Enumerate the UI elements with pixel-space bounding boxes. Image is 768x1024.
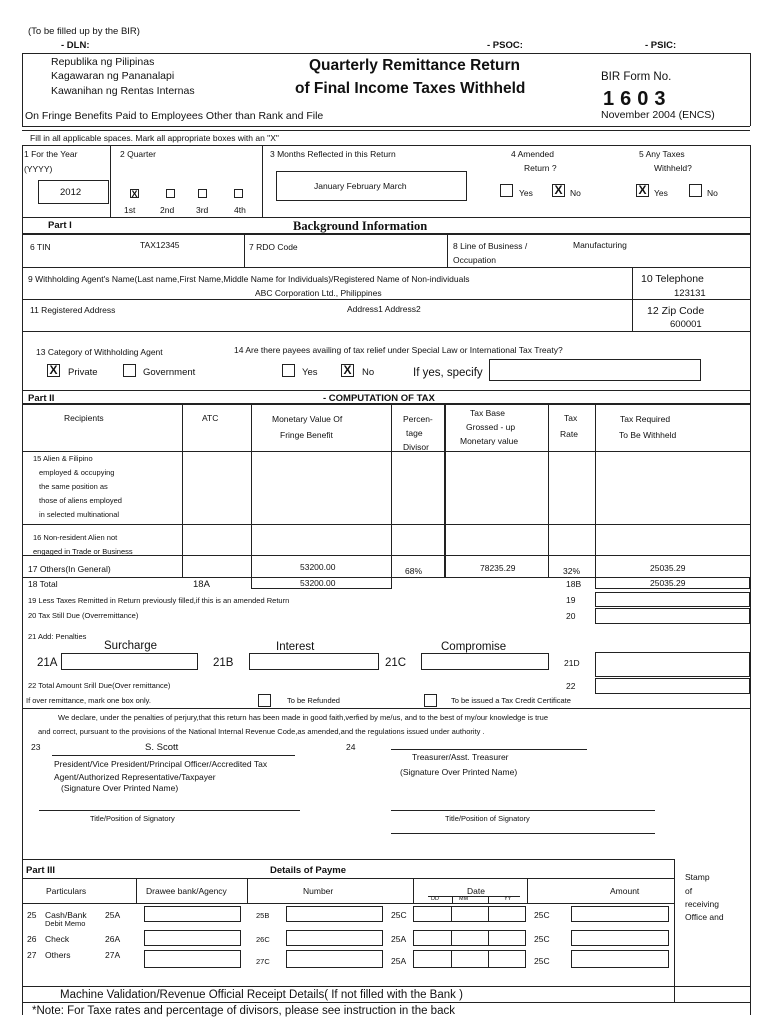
row1-bottom-rule <box>22 217 750 218</box>
agent-name-label: 9 Withholding Agent's Name(Last name,First Name,Middle Name for Individuals)/Registered Name of Non-individuals <box>28 274 470 284</box>
divider-rdo-lob <box>447 233 448 267</box>
header-bottom-rule <box>22 126 750 127</box>
row25-drawee-field[interactable] <box>144 906 241 922</box>
relief-specify-field[interactable] <box>489 359 701 381</box>
telephone-value[interactable]: 123131 <box>674 288 706 299</box>
row26-dd-field[interactable] <box>413 930 452 946</box>
withheld-no-checkbox[interactable] <box>689 184 702 197</box>
col-monetary-2: Fringe Benefit <box>280 430 333 440</box>
agent-name-value[interactable]: ABC Corporation Ltd., Philippines <box>255 288 382 298</box>
withheld-yes-checkbox[interactable]: X <box>636 184 649 197</box>
quarter-3rd-label: 3rd <box>196 205 209 215</box>
row11-rule <box>22 331 750 332</box>
part3-header-top-rule <box>22 878 674 879</box>
surcharge-label: Surcharge <box>104 640 158 652</box>
amended-yes-checkbox[interactable] <box>500 184 513 197</box>
col-percentage-1: Percen- <box>403 414 433 424</box>
signature-line-left <box>52 755 295 756</box>
row25-code-c: 25C <box>391 910 407 920</box>
row6-rule <box>22 267 750 268</box>
col-percentage-2: tage <box>406 428 423 438</box>
row19-label: 19 Less Taxes Remitted in Return previously filled,if this is an amended Return <box>28 596 290 605</box>
row26-code-d: 25C <box>534 934 550 944</box>
form-left-border <box>22 145 23 1015</box>
part3-title: Details of Payme <box>270 865 347 876</box>
code-21b: 21B <box>213 657 234 669</box>
amended-label-2: Return ? <box>524 163 557 173</box>
row25-number-field[interactable] <box>286 906 383 922</box>
signatory-name[interactable]: S. Scott <box>145 742 179 753</box>
row27-num: 27 <box>27 950 37 960</box>
date-dd-label: DD <box>431 897 439 902</box>
rdo-label: 7 RDO Code <box>249 242 298 252</box>
form-title-line-1: Quarterly Remittance Return <box>309 57 521 74</box>
row16-line-2: engaged in Trade or Business <box>33 548 133 555</box>
part3-col-amount-label: Amount <box>610 886 640 896</box>
withheld-yes-label: Yes <box>654 188 668 198</box>
sig-right-line-1: Treasurer/Asst. Treasurer <box>412 752 509 762</box>
col-atc: ATC <box>202 413 219 423</box>
withheld-label-2: Withheld? <box>654 163 692 173</box>
year-value: 2012 <box>60 187 82 198</box>
part3-col-number <box>247 878 248 903</box>
lob-label: 8 Line of Business / <box>453 241 528 251</box>
sig-left-line-2: Agent/Authorized Representative/Taxpayer <box>54 772 216 782</box>
validation-bottom-rule <box>22 1002 750 1003</box>
form-label: BIR Form No. <box>601 71 672 83</box>
part3-label: Part III <box>26 865 56 876</box>
signatory-23-number: 23 <box>31 742 41 752</box>
relief-specify-label: If yes, specify <box>413 367 483 379</box>
row18-monetary: 53200.00 <box>300 578 336 588</box>
months-value: January February March <box>314 181 407 191</box>
part3-col-number-label: Number <box>303 886 334 896</box>
row13-rule <box>22 390 750 391</box>
row25-yy-field[interactable] <box>488 906 526 922</box>
row27-number-field[interactable] <box>286 950 383 968</box>
row26-yy-field[interactable] <box>488 930 526 946</box>
relief-no-label: No <box>362 367 375 378</box>
lob-label-2: Occupation <box>453 255 496 265</box>
category-label: 13 Category of Withholding Agent <box>36 347 163 357</box>
row16-line-1: 16 Non-resident Alien not <box>33 533 118 542</box>
row25-mm-field[interactable] <box>451 906 489 922</box>
form-version: November 2004 (ENCS) <box>601 109 715 121</box>
row25-dd-field[interactable] <box>413 906 452 922</box>
row27-yy-field[interactable] <box>488 950 526 968</box>
part3-col-drawee-label: Drawee bank/Agency <box>146 886 227 896</box>
sig-right-line-2: (Signature Over Printed Name) <box>400 767 518 777</box>
machine-validation: Machine Validation/Revenue Official Receipt Details( If not filled with the Bank ) <box>60 989 463 1001</box>
col-required-1: Tax Required <box>620 414 671 424</box>
header-bottom-rule-2 <box>22 130 750 131</box>
row22-label: 22 Total Amount Srill Due(Over remittance) <box>28 681 171 690</box>
quarter-1st-checkbox[interactable]: X <box>131 189 138 199</box>
row15-line-3: the same position as <box>39 482 108 491</box>
col-taxbase-1: Tax Base <box>470 408 505 418</box>
declaration-line-1: We declare, under the penalties of perjury,that this return has been made in good faith,verfied by me/us, and to the best of my/our knowledge is true <box>58 713 549 722</box>
sig-left-line-3: (Signature Over Printed Name) <box>61 783 179 793</box>
category-government-checkbox[interactable] <box>123 364 136 377</box>
row26-mm-field[interactable] <box>451 930 489 946</box>
part3-bottom-rule <box>22 986 750 987</box>
row17-taxrate[interactable]: 32% <box>563 566 581 576</box>
row25-name-2: Debit Memo <box>45 919 86 928</box>
category-private-label: Private <box>68 367 98 378</box>
tin-value[interactable]: TAX12345 <box>140 240 180 250</box>
title-line-right-2 <box>391 833 655 834</box>
col-percentage-3: Divisor <box>403 443 429 451</box>
part3-top-rule <box>22 859 674 860</box>
zip-value[interactable]: 600001 <box>670 319 702 330</box>
row22-code: 22 <box>566 681 576 691</box>
title-position-right: Title/Position of Signatory <box>445 814 530 823</box>
col-line-atc <box>182 403 183 577</box>
col-monetary-1: Monetary Value Of <box>272 414 343 424</box>
header-right-rule <box>750 53 751 126</box>
row25-name: Cash/Bank <box>45 910 87 920</box>
quarter-3rd-checkbox[interactable] <box>198 189 207 198</box>
part3-col-date <box>413 878 414 903</box>
relief-yes-label: Yes <box>302 367 318 378</box>
row26-code-a: 26A <box>105 934 121 944</box>
row17-taxbase[interactable]: 78235.29 <box>480 563 516 573</box>
stamp-line-3: receiving <box>685 899 720 909</box>
col-line-percentage <box>391 403 392 577</box>
year-field[interactable] <box>38 180 109 204</box>
part3-col-amount <box>527 878 528 903</box>
row18-label: 18 Total <box>28 579 58 589</box>
row27-dd-field[interactable] <box>413 950 452 968</box>
row19-field[interactable] <box>595 592 750 607</box>
category-government-label: Government <box>143 367 196 378</box>
row18-code-a: 18A <box>193 579 210 590</box>
row15-line-1: 15 Alien & Filipino <box>33 454 93 463</box>
surcharge-field[interactable] <box>61 653 198 670</box>
code-21c: 21C <box>385 657 407 669</box>
interest-label: Interest <box>276 641 315 653</box>
quarter-1st-label: 1st <box>124 205 136 215</box>
amended-no-label: No <box>570 188 581 198</box>
code-21d: 21D <box>564 658 580 668</box>
table-header-rule <box>22 451 750 452</box>
refund-checkbox[interactable] <box>258 694 271 707</box>
quarter-4th-checkbox[interactable] <box>234 189 243 198</box>
months-label: 3 Months Reflected in this Return <box>270 149 396 159</box>
row26-code-b: 26C <box>256 935 270 944</box>
part3-col-date-label: Date <box>467 886 485 896</box>
quarter-2nd-label: 2nd <box>160 205 175 215</box>
date-sub-line-1 <box>452 896 453 903</box>
row25-amount-field[interactable] <box>571 906 669 922</box>
instructions: Fill in all applicable spaces. Mark all appropriate boxes with an "X" <box>30 133 279 143</box>
relief-label: 14 Are there payees availing of tax relief under Special Law or International Tax Treaty? <box>234 345 563 355</box>
row17-label: 17 Others(In General) <box>28 564 111 574</box>
row26-number-field[interactable] <box>286 930 383 946</box>
form-right-border <box>750 145 751 1015</box>
interest-field[interactable] <box>249 653 379 670</box>
row18-required-field[interactable] <box>595 577 750 589</box>
form-subtitle: On Fringe Benefits Paid to Employees Other than Rank and File <box>25 110 324 122</box>
row15-rule <box>22 524 750 525</box>
date-yy-label: YY <box>504 897 512 902</box>
row18-code-b: 18B <box>566 579 582 589</box>
compromise-label: Compromise <box>441 641 507 653</box>
col-required-2: To Be Withheld <box>619 430 677 440</box>
amended-yes-label: Yes <box>519 188 533 198</box>
col-taxbase-2: Grossed - up <box>466 422 516 432</box>
row17-monetary[interactable]: 53200.00 <box>300 562 336 572</box>
dln-label: - DLN: <box>61 40 90 51</box>
header-top-rule <box>22 53 750 54</box>
amended-label: 4 Amended <box>511 149 555 159</box>
col-line-required <box>595 403 596 577</box>
category-private-checkbox[interactable]: X <box>47 364 60 377</box>
quarter-label: 2 Quarter <box>120 149 156 159</box>
row26-drawee-field[interactable] <box>144 930 241 946</box>
row27-name: Others <box>45 950 71 960</box>
address-value[interactable]: Address1 Address2 <box>347 304 421 314</box>
divider-year-quarter <box>110 145 111 217</box>
zip-label: 12 Zip Code <box>647 305 705 317</box>
telephone-label: 10 Telephone <box>641 273 704 285</box>
part1-label: Part I <box>48 220 72 231</box>
signatory-24-number: 24 <box>346 742 356 752</box>
tin-label: 6 TIN <box>30 242 51 252</box>
row26-name: Check <box>45 934 70 944</box>
code-21a: 21A <box>37 657 58 669</box>
row15-line-4: those of aliens employed <box>39 496 122 505</box>
part3-col-particulars: Particulars <box>46 886 87 896</box>
col-taxrate-2: Rate <box>560 429 578 439</box>
row27-code-b: 27C <box>256 957 270 966</box>
divider-tin-rdo <box>244 233 245 267</box>
row21-label: 21 Add: Penalties <box>28 632 87 641</box>
refund-label: To be Refunded <box>287 696 340 705</box>
row17-required[interactable]: 25035.29 <box>650 563 686 573</box>
row16-rule <box>22 555 750 556</box>
stamp-divider <box>674 859 675 1002</box>
agency-line-2: Kagawaran ng Pananalapi <box>51 70 175 82</box>
divider-quarter-months <box>262 145 263 217</box>
date-sub-line-2 <box>488 896 489 903</box>
row22-field[interactable] <box>595 678 750 694</box>
sig-left-line-1: President/Vice President/Principal Officer/Accredited Tax <box>54 759 268 769</box>
col-line-taxrate <box>548 403 549 577</box>
quarter-4th-label: 4th <box>234 205 246 215</box>
quarter-2nd-checkbox[interactable] <box>166 189 175 198</box>
row15-line-5: in selected multinational <box>39 510 120 519</box>
row19-code: 19 <box>566 595 576 605</box>
stamp-line-2: of <box>685 886 693 896</box>
part2-bottom-rule <box>22 708 750 709</box>
title-line-right <box>391 810 655 811</box>
row18-required: 25035.29 <box>650 578 686 588</box>
row27-code-a: 27A <box>105 950 121 960</box>
relief-yes-checkbox[interactable] <box>282 364 295 377</box>
part1-rule <box>22 233 750 235</box>
row26-amount-field[interactable] <box>571 930 669 946</box>
stamp-line-1: Stamp <box>685 872 710 882</box>
row27-amount-field[interactable] <box>571 950 669 968</box>
row25-num: 25 <box>27 910 37 920</box>
col-recipients: Recipients <box>64 413 104 423</box>
part3-col-drawee <box>136 878 137 903</box>
withheld-label: 5 Any Taxes <box>639 149 685 159</box>
part2-title: - COMPUTATION OF TAX <box>323 393 435 404</box>
agency-line-3: Kawanihan ng Rentas Internas <box>51 85 195 97</box>
col-taxrate-1: Tax <box>564 413 578 423</box>
row26-code-c: 25A <box>391 934 407 944</box>
row20-code: 20 <box>566 611 576 621</box>
bir-note: (To be filled up by the BIR) <box>28 26 140 37</box>
part2-rule <box>22 403 750 405</box>
col-line-monetary <box>251 403 252 577</box>
form-title-line-2: of Final Income Taxes Withheld <box>295 80 526 97</box>
col-taxbase-3: Monetary value <box>460 437 519 445</box>
psoc-label: - PSOC: <box>487 40 523 51</box>
year-label: 1 For the Year <box>24 149 78 159</box>
row27-code-d: 25C <box>534 956 550 966</box>
withheld-no-label: No <box>707 188 718 198</box>
row27-drawee-field[interactable] <box>144 950 241 968</box>
row25-code-d: 25C <box>534 910 550 920</box>
col-line-taxbase <box>444 403 446 577</box>
credit-certificate-checkbox[interactable] <box>424 694 437 707</box>
part1-title: Background Information <box>293 219 428 233</box>
psic-label: - PSIC: <box>645 40 677 51</box>
row18-monetary-field[interactable] <box>251 577 392 589</box>
part2-label: Part II <box>28 393 55 404</box>
signature-line-right <box>391 749 587 750</box>
months-field[interactable] <box>276 171 467 201</box>
instructions-rule <box>22 145 750 146</box>
overremit-label: If over remittance, mark one box only. <box>26 696 151 705</box>
title-position-left: Title/Position of Signatory <box>90 814 175 823</box>
date-mm-label: MM <box>459 897 469 902</box>
footer-note: *Note: For Taxe rates and percentage of divisors, please see instruction in the back <box>32 1005 455 1017</box>
part3-header-bottom-rule <box>22 903 674 904</box>
credit-certificate-label: To be issued a Tax Credit Certificate <box>451 696 571 705</box>
relief-no-checkbox[interactable]: X <box>341 364 354 377</box>
lob-value[interactable]: Manufacturing <box>573 240 627 250</box>
penalties-total-field[interactable] <box>595 652 750 677</box>
agency-line-1: Republika ng Pilipinas <box>51 56 155 68</box>
row17-percentage[interactable]: 68% <box>405 566 423 576</box>
row26-num: 26 <box>27 934 37 944</box>
form-number: 1603 <box>603 88 672 110</box>
title-line-left <box>39 810 300 811</box>
row27-code-c: 25A <box>391 956 407 966</box>
row25-code-b: 25B <box>256 911 270 920</box>
stamp-line-4: Office and <box>685 912 724 922</box>
row9-rule <box>22 299 750 300</box>
row27-mm-field[interactable] <box>451 950 489 968</box>
row15-line-2: employed & occupying <box>39 468 115 477</box>
amended-no-checkbox[interactable]: X <box>552 184 565 197</box>
address-label: 11 Registered Address <box>30 305 116 315</box>
row25-code-a: 25A <box>105 910 121 920</box>
year-format-label: (YYYY) <box>24 164 53 174</box>
declaration-line-2: and correct, pursuant to the provisions of the National Internal Revenue Code,as amended,and the regulations issued under authority . <box>38 727 485 736</box>
row20-field[interactable] <box>595 608 750 624</box>
header-left-rule <box>22 53 23 126</box>
compromise-field[interactable] <box>421 653 549 670</box>
row20-label: 20 Tax Still Due (Overremittance) <box>28 611 139 620</box>
